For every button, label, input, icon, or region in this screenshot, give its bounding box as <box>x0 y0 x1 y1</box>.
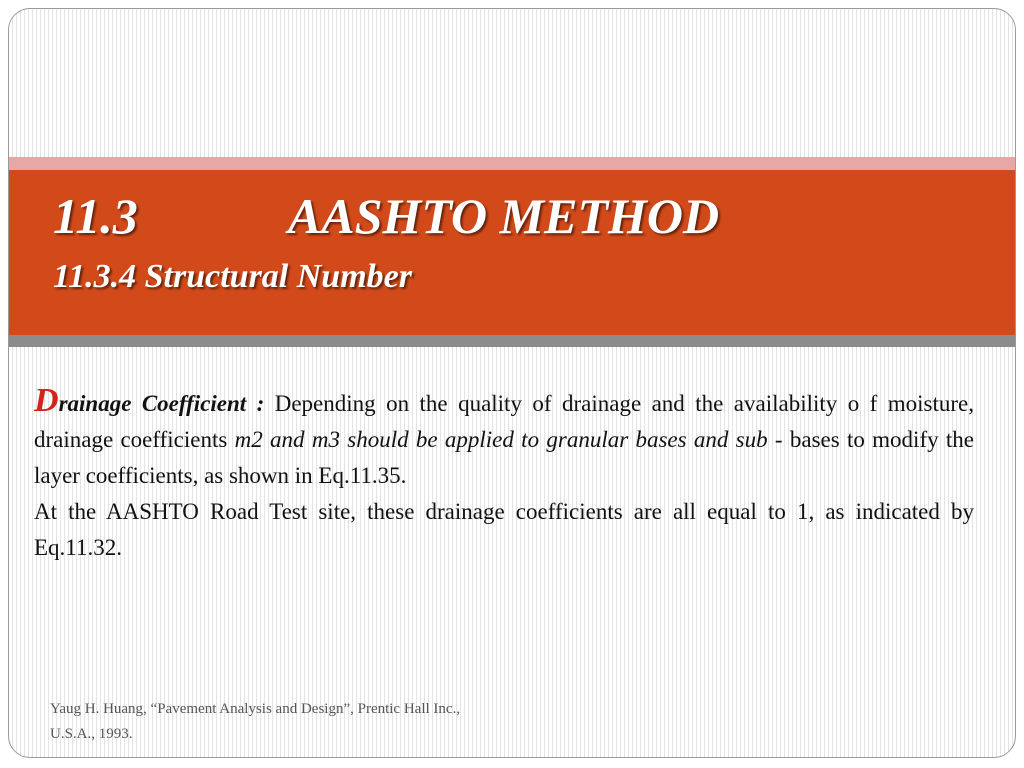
paragraph-road-test: At the AASHTO Road Test site, these drainage coefficients are all equal to 1, as indicated by Eq.11.32. <box>34 499 974 560</box>
citation <box>50 697 570 747</box>
drop-letter: D <box>34 382 59 419</box>
citation-line: U.S.A., 1993. <box>50 726 133 742</box>
paragraph-italic-text: m2 and m3 should be applied to granular bases and sub <box>234 427 768 452</box>
divider-band <box>9 335 1015 347</box>
section-number: 11.3 <box>53 188 138 244</box>
page-subtitle: 11.3.4 Structural Number <box>53 258 412 295</box>
paragraph-text: Depending on the quality of drainage and the availability o f moisture, drainage coefficients <box>34 391 974 452</box>
slide <box>8 8 1016 758</box>
page-title: AASHTO METHOD <box>288 188 720 244</box>
accent-band <box>9 157 1015 170</box>
paragraph-drainage <box>34 382 974 494</box>
term-label: rainage Coefficient : <box>58 391 265 416</box>
citation-line: Yaug H. Huang, “Pavement Analysis and Design”, Prentic Hall Inc., <box>50 701 461 717</box>
body-text <box>34 382 974 566</box>
paragraph-text-end: - bases to modify the layer coefficients, as shown in Eq.11.35. <box>34 427 974 488</box>
